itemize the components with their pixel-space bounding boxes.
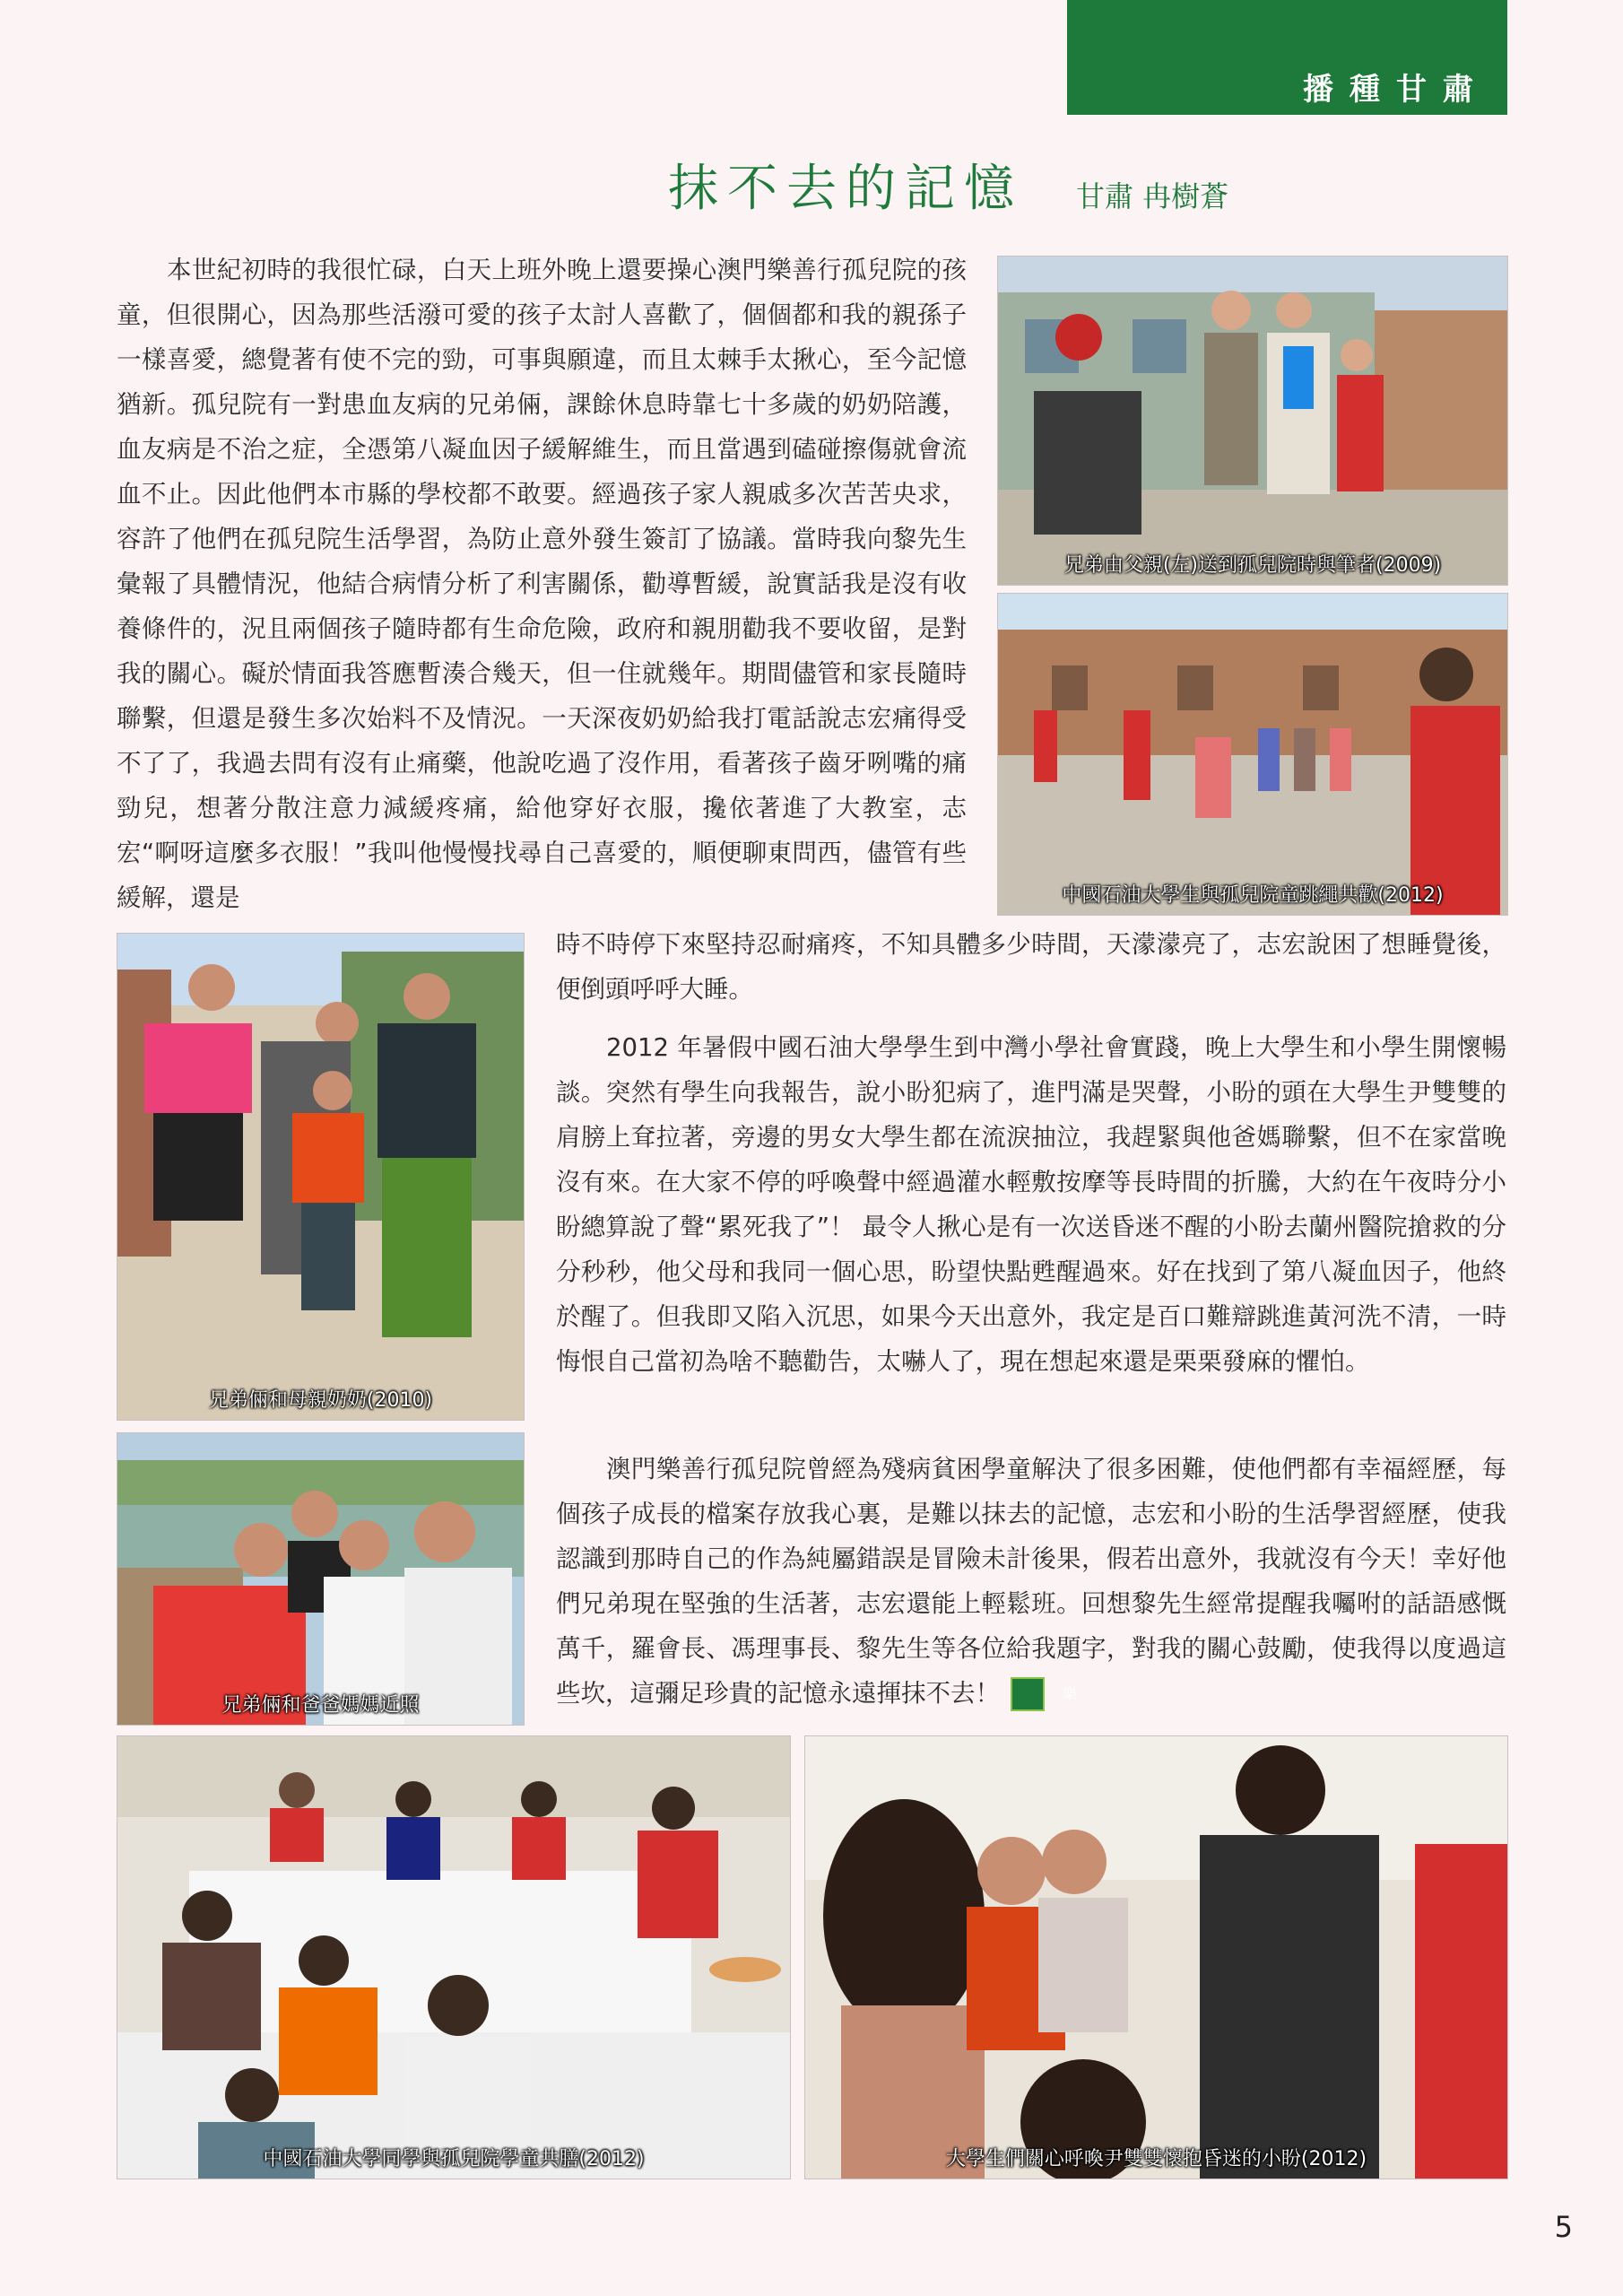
- article-paragraph-1: 本世紀初時的我很忙碌，白天上班外晚上還要操心澳門樂善行孤兒院的孩童，但很開心，因為那些活潑可愛的孩子太討人喜歡了，個個都和我的親孫子一樣喜愛，總覺著有使不完的勁，可事與願違，而且太棘手太揪心，至今記憶猶新。孤兒院有一對患血友病的兄弟倆，課餘休息時靠七十多歲的奶奶陪護，血友病是不治之症，全憑第八凝血因子緩解維生，而且當遇到磕碰擦傷就會流血不止。因此他們本市縣的學校都不敢要。經過孩子家人親戚多次苦苦央求，容許了他們在孤兒院生活學習，為防止意外發生簽訂了協議。當時我向黎先生彙報了具體情況，他結合病情分析了利害關係，勸導暫緩，說實話我是沒有收養條件的，況且兩個孩子隨時都有生命危險，政府和親朋勸我不要收留，是對我的關心。礙於情面我答應暫湊合幾天，但一住就幾年。期間儘管和家長隨時聯繫，但還是發生多次始料不及情況。一天深夜奶奶給我打電話說志宏痛得受不了了，我過去問有沒有止痛藥，他說吃過了沒作用，看著孩子齒牙咧嘴的痛勁兒，想著分散注意力減緩疼痛，給他穿好衣服，攙依著進了大教室，志宏“啊呀這麼多衣服！”我叫他慢慢找尋自己喜愛的，順便聊東問西，儘管有些緩解，還是: [117, 256, 967, 912]
- page-number: 5: [1554, 2210, 1573, 2244]
- article-paragraph-3-text: 澳門樂善行孤兒院曾經為殘病貧困學童解決了很多困難，使他們都有幸福經歷，每個孩子成長的檔案存放我心裏，是難以抹去的記憶，志宏和小盼的生活學習經歷，使我認識到那時自己的作為純屬錯誤是冒險未計後果，假若出意外，我就沒有今天！幸好他們兄弟現在堅強的生活著，志宏還能上輕鬆班。回想黎先生經常提醒我囑咐的話語感慨萬千，羅會長、馮理事長、黎先生等各位給我題字，對我的關心鼓勵，使我得以度過這些坎，這彌足珍貴的記憶永遠揮抹不去！: [556, 1455, 1506, 1708]
- photo-caring-students: [804, 1735, 1508, 2179]
- photo-caption: 兄弟由父親(左)送到孤兒院時與筆者(2009): [1063, 554, 1442, 577]
- photo-shared-meal: [117, 1735, 791, 2179]
- section-title: 播種甘肅: [1303, 72, 1489, 108]
- end-mark-icon: 樂: [1011, 1677, 1045, 1711]
- section-header-bar: [1067, 0, 1507, 115]
- photo-caring-students-image: [805, 1736, 1507, 2179]
- article-paragraph-1-continued: 時不時停下來堅持忍耐痛疼，不知具體多少時間，天濛濛亮了，志宏說困了想睡覺後，便倒頭呼呼大睡。: [556, 930, 1506, 1004]
- article-byline: 甘肅 冉樹蒼: [1076, 179, 1229, 213]
- photo-caption: 中國石油大學同學與孤兒院學童共膳(2012): [263, 2148, 645, 2170]
- photo-rope-skipping: [997, 593, 1508, 916]
- photo-brothers-mother-grandmother: [117, 933, 525, 1421]
- article-paragraph-2: 2012 年暑假中國石油大學學生到中灣小學社會實踐，晚上大學生和小學生開懷暢談。突然有學生向我報告，說小盼犯病了，進門滿是哭聲，小盼的頭在大學生尹雙雙的肩膀上耷拉著，旁邊的男女大學生都在流淚抽泣，我趕緊與他爸媽聯繫，但不在家當晚沒有來。在大家不停的呼喚聲中經過灌水輕敷按摩等長時間的折騰，大約在午夜時分小盼總算說了聲“累死我了”！ 最令人揪心是有一次送昏迷不醒的小盼去蘭州醫院搶救的分分秒秒，他父母和我同一個心思，盼望快點甦醒過來。好在找到了第八凝血因子，他終於醒了。但我即又陷入沉思，如果今天出意外，我定是百口難辯跳進黃河洗不清，一時悔恨自己當初為啥不聽勸告，太嚇人了，現在想起來還是栗栗發麻的懼怕。: [556, 1033, 1506, 1376]
- photo-brothers-arrival-image: [998, 257, 1507, 585]
- photo-rope-skipping-image: [998, 594, 1507, 915]
- photo-caption: 兄弟倆和爸爸媽媽近照: [221, 1694, 420, 1717]
- photo-brothers-mother-grandmother-image: [117, 934, 524, 1420]
- article-title: 抹不去的記憶: [668, 160, 1023, 218]
- photo-brothers-parents-image: [117, 1433, 524, 1725]
- photo-shared-meal-image: [117, 1736, 790, 2179]
- photo-brothers-parents: [117, 1432, 525, 1726]
- photo-caption: 中國石油大學生與孤兒院童跳繩共歡(2012): [1062, 884, 1444, 907]
- photo-caption: 大學生們關心呼喚尹雙雙懷抱昏迷的小盼(2012): [945, 2148, 1367, 2170]
- photo-caption: 兄弟倆和母親奶奶(2010): [208, 1389, 433, 1412]
- article-paragraph-3: [556, 1447, 1506, 1716]
- photo-brothers-arrival: [997, 256, 1508, 586]
